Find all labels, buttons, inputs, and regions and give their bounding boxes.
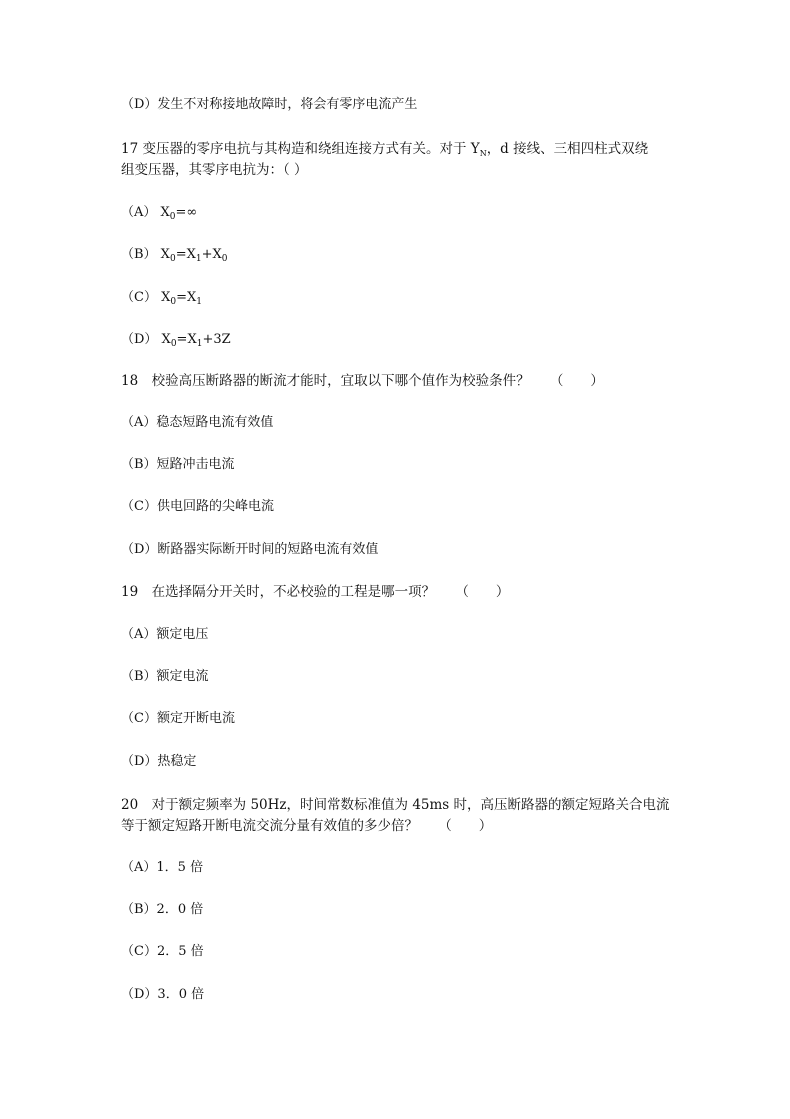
question-20-line-2: 等于额定短路开断电流交流分量有效值的多少倍？ （ ） (121, 818, 493, 834)
option-19d: （D）热稳定 (121, 754, 197, 769)
question-17-line-2: 组变压器，其零序电抗为：（ ） (121, 162, 308, 178)
a17b-sub1: 0 (169, 254, 176, 264)
q17-text-post: ，d 接线、三相四柱式双绕 (486, 141, 649, 157)
a17d-post: +3Z (202, 332, 231, 347)
a17d-sub2: 1 (196, 339, 203, 349)
a17a-post: =∞ (175, 205, 198, 220)
option-18d: （D）断路器实际断开时间的短路电流有效值 (121, 542, 379, 557)
a17c-mid: =X (176, 290, 197, 305)
q17-subscript: N (479, 149, 487, 158)
a17b-sub2: 1 (195, 254, 202, 264)
a17b-pre: （B） X (121, 247, 170, 262)
a17c-sub2: 1 (196, 297, 202, 307)
a17b-mid: =X (175, 247, 196, 262)
option-17c (121, 288, 202, 312)
option-17a (121, 203, 197, 227)
option-19b: （B）额定电流 (121, 669, 209, 684)
question-18: 18 校验高压断路器的断流才能时，宜取以下哪个值作为校验条件？ （ ） (121, 373, 604, 389)
option-16d: （D）发生不对称接地故障时，将会有零序电流产生 (121, 97, 418, 112)
option-18c: （C）供电回路的尖峰电流 (121, 499, 274, 514)
option-20a: （A）1．5 倍 (121, 860, 204, 875)
a17d-pre: （D） X (121, 332, 171, 347)
a17d-mid: =X (176, 332, 197, 347)
a17c-sub1: 0 (170, 297, 177, 307)
a17c-pre: （C） X (121, 290, 171, 305)
option-18a: （A）稳态短路电流有效值 (121, 415, 274, 430)
question-20-line-1: 20 对于额定频率为 50Hz，时间常数标准值为 45ms 时，高压断路器的额定短路关合电流 (121, 797, 670, 813)
option-20b: （B）2．0 倍 (121, 902, 204, 917)
a17a-pre: （A） X (121, 205, 170, 220)
option-17d (121, 330, 231, 354)
a17a-sub: 0 (169, 212, 176, 222)
option-20c: （C）2．5 倍 (121, 944, 204, 959)
option-20d: （D）3．0 倍 (121, 987, 205, 1002)
option-19a: （A）额定电压 (121, 627, 209, 642)
q17-text-pre: 17 变压器的零序电抗与其构造和绕组连接方式有关。对于 Y (121, 141, 480, 157)
option-19c: （C）额定开断电流 (121, 711, 235, 726)
a17b-sub3: 0 (221, 254, 228, 264)
option-17b (121, 245, 227, 269)
option-18b: （B）短路冲击电流 (121, 457, 235, 472)
question-19: 19 在选择隔分开关时，不必校验的工程是哪一项？ （ ） (121, 584, 510, 600)
a17d-sub1: 0 (170, 339, 177, 349)
a17b-mid2: +X (201, 247, 222, 262)
